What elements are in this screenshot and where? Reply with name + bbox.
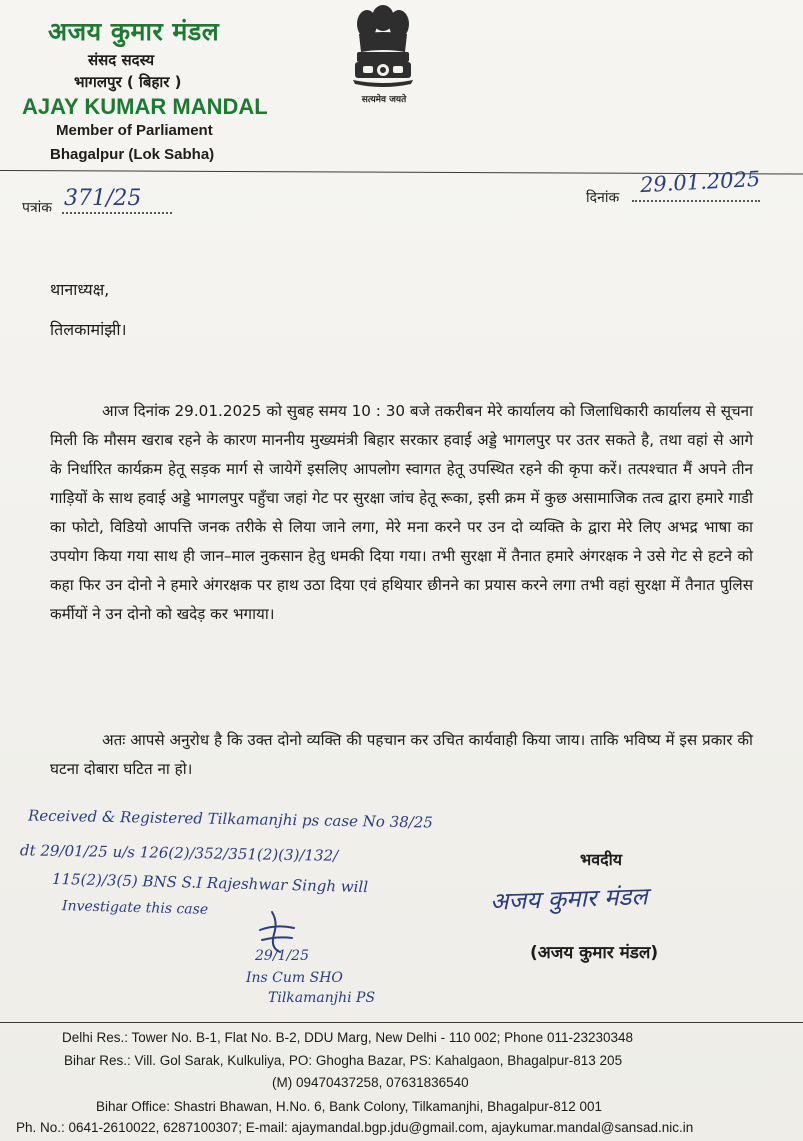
addressee-line-2: तिलकामांझी।: [50, 320, 127, 339]
closing-salutation: भवदीय: [580, 850, 623, 869]
handwritten-note-station: Tilkamanjhi PS: [268, 990, 376, 1006]
emblem-motto: सत्यमेव जयते: [361, 95, 407, 105]
reference-label: पत्रांक: [22, 200, 53, 216]
letterhead-english-name: AJAY KUMAR MANDAL: [22, 94, 268, 119]
handwritten-note-date: 29/1/25: [255, 948, 309, 964]
body-paragraph-1: आज दिनांक 29.01.2025 को सुबह समय 10 : 30 बजे तकरीबन मेरे कार्यालय को जिलाधिकारी कार्यालय से सूचना मिली कि मौसम खराब रहने के कारण माननीय मुख्यमंत्री बिहार सरकार हवाई अड्डे भागलपुर पर उतर सकते है, तथा वहां से आगे के निर्धारित कार्यक्रम हेतू सड़क मार्ग से जायेगें इसलिए आपलोग स्वागत हेतू उपस्थित रहने की कृपा करें। तत्पश्चात मैं अपने तीन गाड़ियों के साथ हवाई अड्डे भागलपुर पहुँचा जहां गेट पर सुरक्षा जांच हेतू रूका, इसी क्रम में कुछ असामाजिक तत्व द्वारा हमारे गाडी का फोटो, विडियो आपत्ति जनक तरीके से लिया जाने लगा, मेरे मना करने पर उन दो व्यक्ति के द्वारा मेरे लिए अभद्र भाषा का उपयोग किया गया साथ ही जान–माल नुकसान हेतु धमकी दिया गया। तभी सुरक्षा में तैनात हमारे अंगरक्षक ने उसे गेट से हटने को कहा फिर उन दोनो ने हमारे अंगरक्षक पर हाथ उठा दिया एवं हथियार छीनने का प्रयास करने लगा तभी वहां सुरक्षा में तैनात पुलिस कर्मीयों ने उन दोनो को खदेड़ कर भगाया।: [50, 402, 753, 623]
letterhead-english-place: Bhagalpur (Lok Sabha): [50, 146, 215, 163]
handwritten-note-designation: Ins Cum SHO: [246, 970, 343, 986]
handwritten-note-line-3: 115(2)/3(5) BNS S.I Rajeshwar Singh will: [51, 869, 369, 897]
letterhead-hindi-role: संसद सदस्य: [88, 51, 155, 69]
footer-divider: [0, 1022, 803, 1023]
signer-name: (अजय कुमार मंडल): [530, 943, 659, 963]
reference-dotted-line: [62, 212, 172, 214]
letterhead-hindi-name: अजय कुमार मंडल: [48, 17, 220, 46]
handwritten-note-line-2: dt 29/01/25 u/s 126(2)/352/351(2)(3)/132/: [19, 841, 339, 865]
footer-bihar-office: Bihar Office: Shastri Bhawan, H.No. 6, Bank Colony, Tilkamanjhi, Bhagalpur-812 001: [96, 1099, 603, 1114]
body-paragraph-2: अतः आपसे अनुरोध है कि उक्त दोनो व्यक्ति की पहचान कर उचित कार्यवाही किया जाय। ताकि भविष्य में इस प्रकार की घटना दोबारा घटित ना हो।: [50, 731, 753, 778]
handwritten-signature: अजय कुमार मंडल: [489, 882, 649, 916]
date-dotted-line: [632, 200, 760, 202]
date-value: 29.01.2025: [639, 166, 761, 198]
letterhead-english-role: Member of Parliament: [56, 122, 213, 139]
letterhead-hindi-place: भागलपुर ( बिहार ): [74, 73, 182, 91]
addressee-line-1: थानाध्यक्ष,: [50, 280, 110, 299]
footer-mobile: (M) 09470437258, 07631836540: [272, 1075, 469, 1090]
handwritten-note-line-1: Received & Registered Tilkamanjhi ps case No 38/25: [27, 806, 434, 832]
date-label: दिनांक: [586, 190, 620, 206]
national-emblem-icon: [345, 0, 421, 100]
handwritten-note-line-4: Investigate this case: [61, 898, 209, 918]
footer-bihar-residence: Bihar Res.: Vill. Gol Sarak, Kulkuliya, PO: Ghogha Bazar, PS: Kahalgaon, Bhagalpur-813 205: [64, 1053, 623, 1068]
reference-number: 371/25: [64, 186, 142, 211]
footer-phone-email: Ph. No.: 0641-2610022, 6287100307; E-mail: ajaymandal.bgp.jdu@gmail.com, ajaykumar.mandal@sansad.nic.in: [16, 1120, 694, 1135]
footer-delhi-residence: Delhi Res.: Tower No. B-1, Flat No. B-2, DDU Marg, New Delhi - 110 002; Phone 011-23230348: [62, 1030, 634, 1045]
